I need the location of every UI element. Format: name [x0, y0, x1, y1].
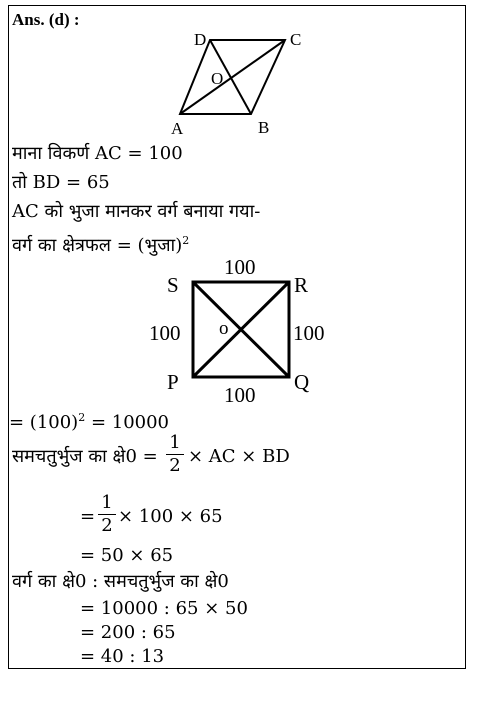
square-label-r: R — [294, 273, 309, 297]
line-diagonal-bd: तो BD = 65 — [12, 172, 110, 193]
line-ratio-label: वर्ग का क्षे0 : समचतुर्भुज का क्षे0 — [12, 571, 229, 592]
fraction-half-2: 1 2 — [98, 493, 116, 536]
square-label-p: P — [167, 370, 179, 394]
square-side-top: 100 — [224, 255, 256, 279]
line-rhombus-area-values: × 100 × 65 — [118, 506, 223, 527]
square-side-left: 100 — [149, 321, 181, 345]
line-rhombus-area-label: समचतुर्भुज का क्षे0 = — [12, 446, 158, 467]
rhombus-label-b: B — [258, 118, 270, 137]
square-label-o: o — [219, 318, 229, 339]
line-diagonal-ac: माना विकर्ण AC = 100 — [12, 143, 183, 164]
line-rhombus-area-formula: × AC × BD — [188, 446, 290, 467]
rhombus-label-o: O — [211, 69, 224, 88]
square-side-right: 100 — [293, 321, 325, 345]
rhombus-label-c: C — [290, 30, 302, 49]
rhombus-label-d: D — [194, 30, 207, 49]
line-ratio-step-1: = 10000 : 65 × 50 — [80, 598, 248, 619]
line-ratio-step-2: = 200 : 65 — [80, 622, 176, 643]
square-side-bottom: 100 — [224, 383, 256, 407]
square-label-s: S — [167, 273, 179, 297]
fraction-half-1: 1 2 — [166, 433, 184, 476]
line-rhombus-area-product: = 50 × 65 — [80, 545, 174, 566]
line-ratio-result: = 40 : 13 — [80, 646, 165, 667]
line-equals-1: = — [80, 506, 96, 527]
line-square-area-formula: वर्ग का क्षेत्रफल = (भुजा)$^2$ — [12, 234, 190, 256]
rhombus-label-a: A — [171, 119, 184, 138]
answer-label: Ans. (d) : — [12, 10, 80, 29]
line-square-area-value: = $(100)^2 = 10000$ — [9, 411, 170, 433]
line-square-on-ac: AC को भुजा मानकर वर्ग बनाया गया- — [12, 201, 261, 222]
square-label-q: Q — [294, 370, 310, 394]
